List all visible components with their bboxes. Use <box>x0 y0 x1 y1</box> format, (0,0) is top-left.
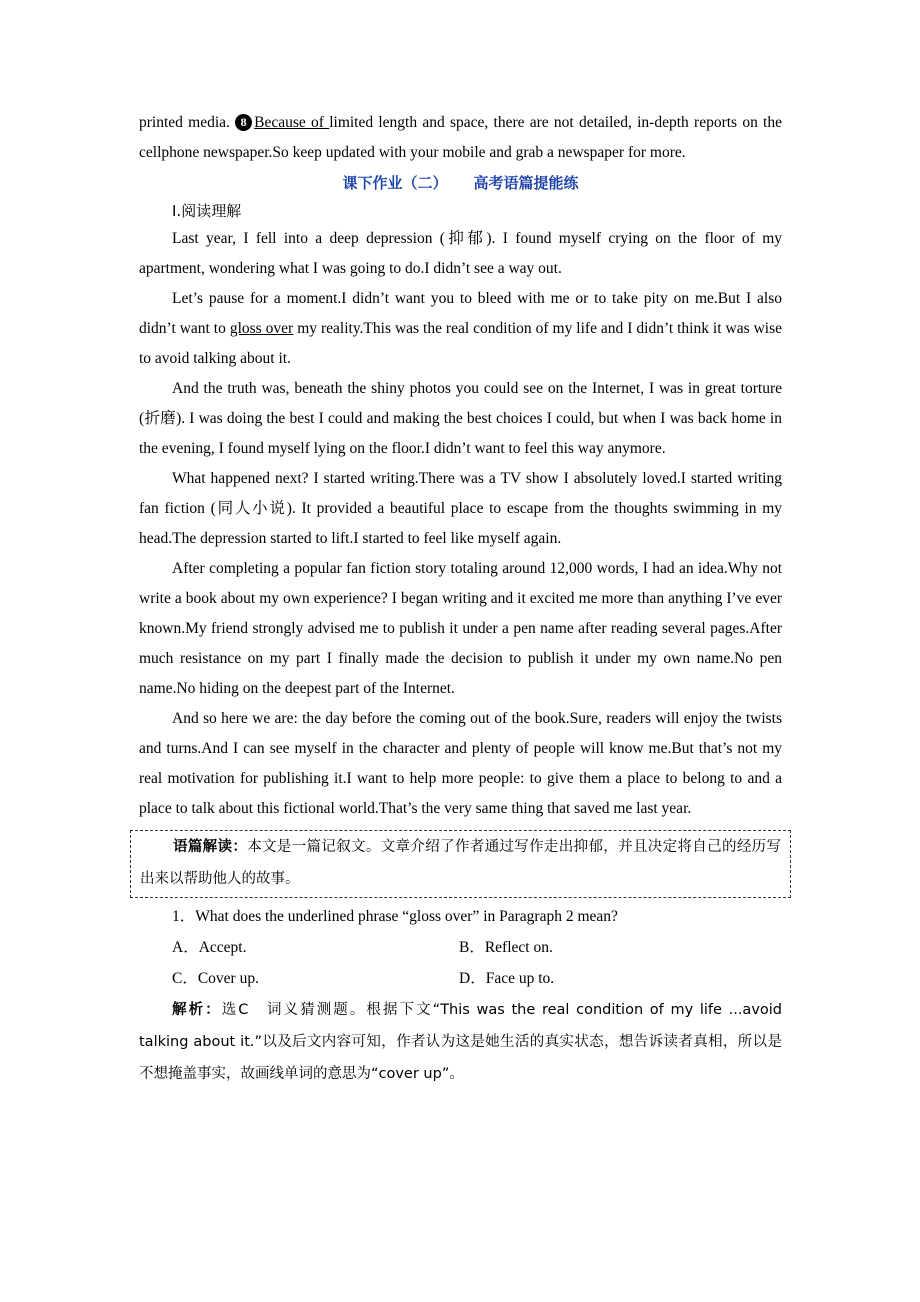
underlined-phrase: gloss over <box>229 320 294 337</box>
page-title <box>139 168 782 198</box>
p2-before: Let’s pause for a moment.I didn’t want you to bleed with me or to take pity on me.But I also didn’t want to <box>139 290 782 337</box>
passage-paragraph-3: And the truth was, beneath the shiny photos you could see on the Internet, I was in great torture (折磨). I was doing the best I could and making the best choices I could, but when I was back home in the evening, I found myself lying on the floor.I didn’t want to feel this way anymore. <box>139 380 782 457</box>
analysis-content: 本文是一篇记叙文。文章介绍了作者通过写作走出抑郁，并且决定将自己的经历写出来以帮助他人的故事。 <box>140 839 781 887</box>
explanation-content: 选C 词义猜测题。根据下文“This was the real condition of my life ...avoid talking about it.”以及后文内容可知，作者认为这是她生活的真实状态，想告诉读者真相，所以是不想掩盖事实，故画线单词的意思为“cover up”。 <box>139 1002 782 1082</box>
options-row-1 <box>139 932 782 963</box>
passage-paragraph-1: Last year, I fell into a deep depression (抑郁). I found myself crying on the floor of my apartment, wondering what I was going to do.I didn’t see a way out. <box>139 230 782 277</box>
analysis-box <box>130 830 791 898</box>
passage-paragraph-2 <box>139 284 782 374</box>
title-left: 课下作业（二） <box>342 174 448 192</box>
intro-rest: limited length and space, there are not detailed, in-depth reports on the cellphone newspaper.So keep updated with your mobile and grab a newspaper for more. <box>139 114 782 161</box>
option-d: D．Face up to. <box>459 970 555 987</box>
circled-number-icon: 8 <box>235 114 252 131</box>
options-row-2 <box>139 963 782 994</box>
explanation-label: 解析： <box>172 1002 222 1018</box>
question-stem: 1．What does the underlined phrase “gloss over” in Paragraph 2 mean? <box>172 908 618 925</box>
passage-paragraph-4: What happened next? I started writing.There was a TV show I absolutely loved.I started writing fan fiction (同人小说). It provided a beautiful place to escape from the thoughts swimming in my head.The depression started to lift.I started to feel like myself again. <box>139 470 782 547</box>
intro-underlined: Because of <box>254 114 330 131</box>
document-page <box>139 108 782 1090</box>
option-a: A．Accept. <box>172 939 247 956</box>
option-b: B．Reflect on. <box>459 939 553 956</box>
passage-paragraph-5: After completing a popular fan fiction story totaling around 12,000 words, I had an idea.Why not write a book about my own experience? I began writing and it excited me more than anything I’ve ever known.My friend strongly advised me to publish it under a pen name after reading several pages.After much resistance on my part I finally made the decision to publish it under my own name.No pen name.No hiding on the deepest part of the Internet. <box>139 560 782 697</box>
analysis-text <box>140 831 781 895</box>
passage-paragraph-6: And so here we are: the day before the coming out of the book.Sure, readers will enjoy the twists and turns.And I can see myself in the character and plenty of people will know me.But that’s not my real motivation for publishing it.I want to help more people: to give them a place to belong to and a place to talk about this fictional world.That’s the very same thing that saved me last year. <box>139 710 782 817</box>
option-c: C．Cover up. <box>172 970 259 987</box>
analysis-label: 语篇解读： <box>173 839 248 855</box>
title-right: 高考语篇提能练 <box>473 174 579 192</box>
intro-start: printed media. <box>139 114 236 131</box>
explanation <box>139 994 782 1090</box>
section-heading: Ⅰ.阅读理解 <box>172 202 242 220</box>
p2-after: my reality.This was the real condition of my life and I didn’t think it was wise to avoid talking about it. <box>139 320 782 367</box>
intro-paragraph <box>139 108 782 168</box>
